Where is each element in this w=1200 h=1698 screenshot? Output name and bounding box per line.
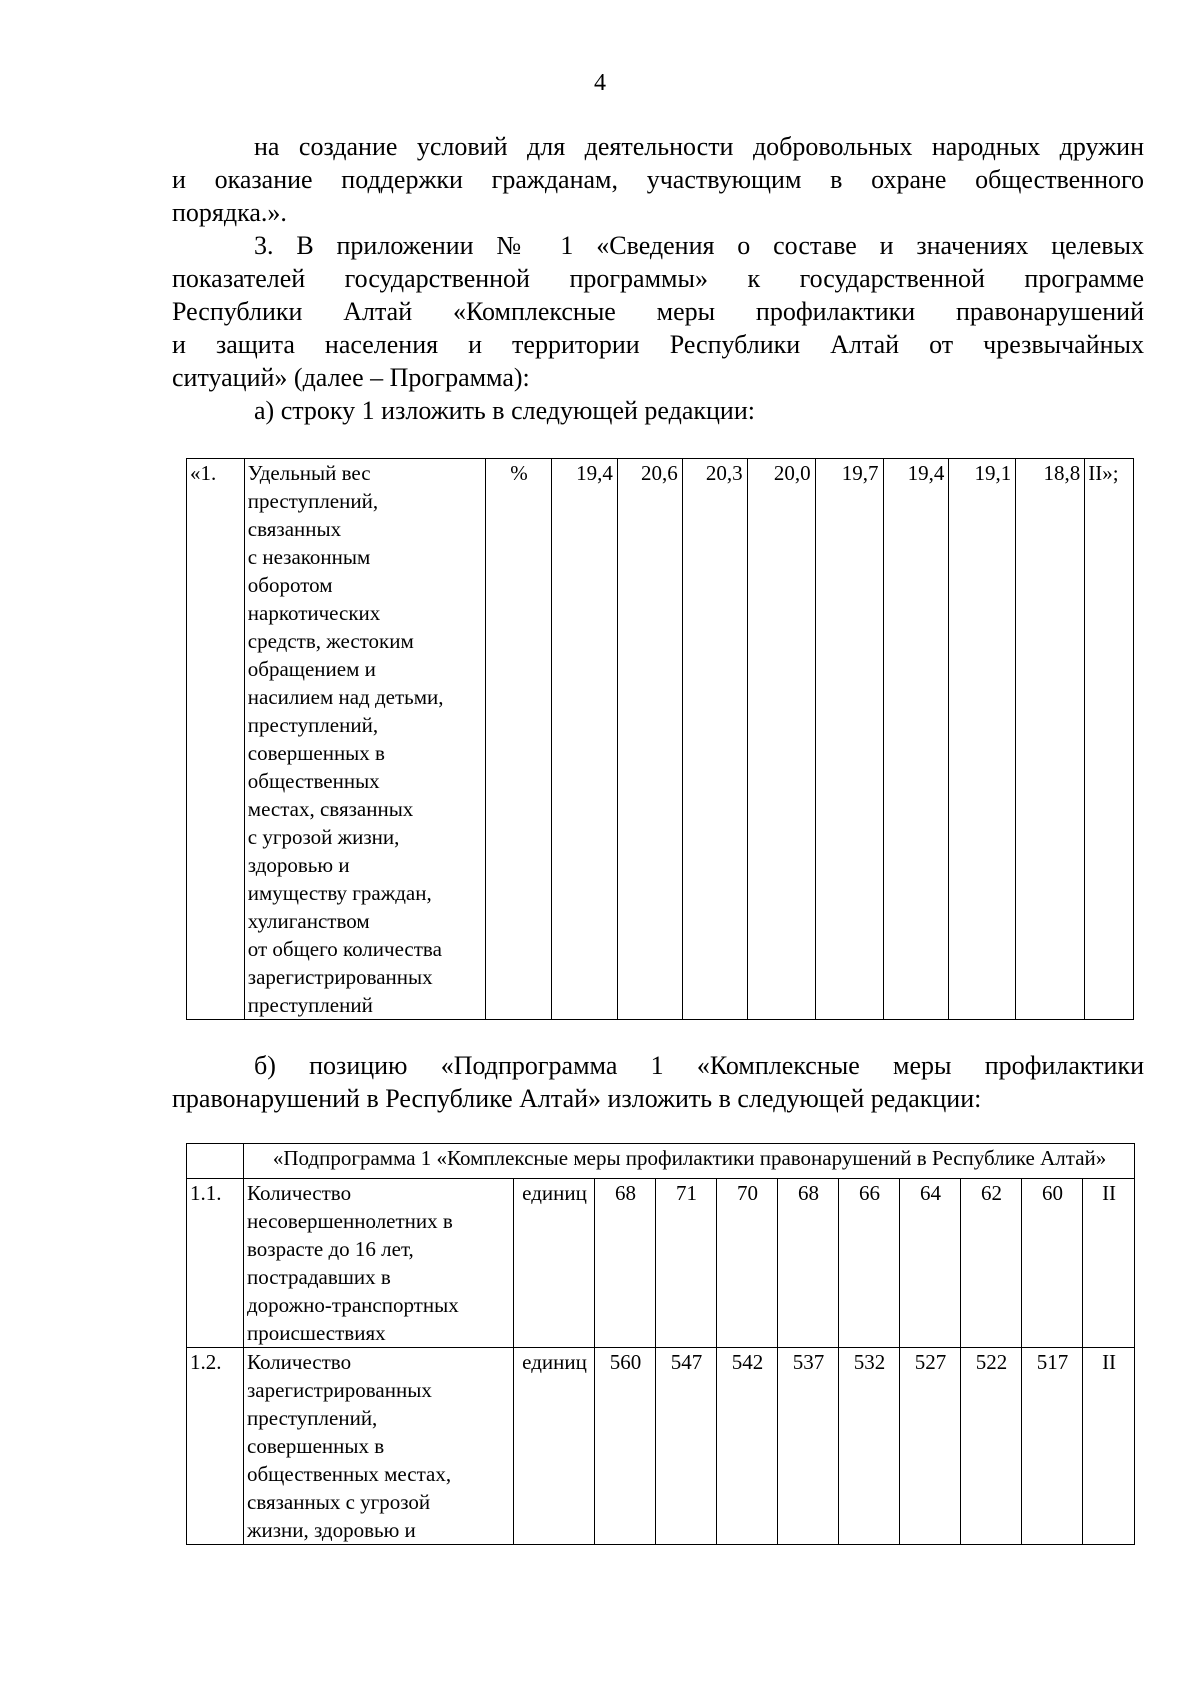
last-cell: II <box>1083 1348 1135 1545</box>
name-line: связанных с угрозой <box>247 1490 431 1514</box>
value-cell: 71 <box>656 1179 717 1348</box>
value-cell: 62 <box>961 1179 1022 1348</box>
name-line: обращением и <box>247 657 376 681</box>
sub-a-line: а) строку 1 изложить в следующей редакции: <box>254 396 755 425</box>
name-line: несовершеннолетних в <box>247 1209 453 1233</box>
table-row <box>187 459 1134 1020</box>
table-row <box>187 1348 1135 1545</box>
intro-line: на создание условий для деятельности добровольных народных дружин <box>254 132 1144 161</box>
value-cell: 68 <box>778 1179 839 1348</box>
last-cell: II»; <box>1085 459 1134 1020</box>
name-line: местах, связанных <box>247 797 414 821</box>
value-cell: 68 <box>595 1179 656 1348</box>
value-cell: 70 <box>717 1179 778 1348</box>
indicator-name <box>244 459 485 1020</box>
value-cell: 19,4 <box>551 459 617 1020</box>
empty-cell <box>187 1144 244 1179</box>
name-line: с незаконным <box>247 545 371 569</box>
value-cell: 560 <box>595 1348 656 1545</box>
name-line: Количество <box>247 1181 352 1205</box>
name-line: возрасте до 16 лет, <box>247 1237 414 1261</box>
point3-line: Республики Алтай «Комплексные меры профилактики правонарушений <box>172 297 1144 326</box>
value-cell: 542 <box>717 1348 778 1545</box>
value-cell: 60 <box>1022 1179 1083 1348</box>
value-cell: 537 <box>778 1348 839 1545</box>
name-line: дорожно-транспортных <box>247 1293 459 1317</box>
intro-line: и оказание поддержки гражданам, участвующим в охране общественного <box>172 165 1144 194</box>
value-cell: 547 <box>656 1348 717 1545</box>
value-cell: 527 <box>900 1348 961 1545</box>
unit-cell: единиц <box>514 1348 595 1545</box>
intro-line: порядка.». <box>172 198 287 227</box>
unit-cell: единиц <box>514 1179 595 1348</box>
name-line: Количество <box>247 1350 352 1374</box>
value-cell: 20,0 <box>747 459 815 1020</box>
table-header-row <box>187 1144 1135 1179</box>
page-number: 4 <box>594 70 606 96</box>
row-number: 1.2. <box>187 1348 244 1545</box>
sub-b-line: б) позицию «Подпрограмма 1 «Комплексные меры профилактики <box>254 1051 1144 1080</box>
value-cell: 19,4 <box>883 459 949 1020</box>
value-cell: 522 <box>961 1348 1022 1545</box>
name-line: общественных <box>247 769 380 793</box>
name-line: Удельный вес <box>247 461 371 485</box>
point3-line: и защита населения и территории Республики Алтай от чрезвычайных <box>172 330 1144 359</box>
value-cell: 20,3 <box>682 459 747 1020</box>
name-line: связанных <box>247 517 342 541</box>
name-line: с угрозой жизни, <box>247 825 400 849</box>
value-cell: 517 <box>1022 1348 1083 1545</box>
last-cell: II <box>1083 1179 1135 1348</box>
value-cell: 19,1 <box>949 459 1016 1020</box>
name-line: оборотом <box>247 573 333 597</box>
indicator-name <box>244 1179 514 1348</box>
indicator-table-1 <box>186 458 1134 1020</box>
value-cell: 19,7 <box>815 459 883 1020</box>
value-cell: 18,8 <box>1016 459 1085 1020</box>
point3-line: ситуаций» (далее – Программа): <box>172 363 530 392</box>
value-cell: 64 <box>900 1179 961 1348</box>
name-line: наркотических <box>247 601 381 625</box>
name-line: средств, жестоким <box>247 629 414 653</box>
table-row <box>187 1179 1135 1348</box>
indicator-table-2 <box>186 1143 1135 1545</box>
name-line: жизни, здоровью и <box>247 1518 416 1542</box>
row-number: 1.1. <box>187 1179 244 1348</box>
name-line: совершенных в <box>247 741 385 765</box>
name-line: зарегистрированных <box>247 1378 432 1402</box>
name-line: имуществу граждан, <box>247 881 432 905</box>
name-line: пострадавших в <box>247 1265 391 1289</box>
name-line: преступлений, <box>247 1406 378 1430</box>
name-line: преступлений <box>247 993 373 1017</box>
intro-text <box>172 130 1144 427</box>
name-line: насилием над детьми, <box>247 685 444 709</box>
value-cell: 20,6 <box>617 459 682 1020</box>
point3-line: показателей государственной программы» к государственной программе <box>172 264 1144 293</box>
name-line: от общего количества <box>247 937 442 961</box>
name-line: происшествиях <box>247 1321 386 1345</box>
unit-cell: % <box>486 459 552 1020</box>
point3-line: 3. В приложении № 1 «Сведения о составе и значениях целевых <box>254 231 1144 260</box>
name-line: преступлений, <box>247 713 379 737</box>
name-line: общественных местах, <box>247 1462 452 1486</box>
name-line: преступлений, <box>247 489 379 513</box>
value-cell: 66 <box>839 1179 900 1348</box>
name-line: здоровью и <box>247 853 350 877</box>
name-line: хулиганством <box>247 909 370 933</box>
value-cell: 532 <box>839 1348 900 1545</box>
name-line: зарегистрированных <box>247 965 433 989</box>
indicator-name <box>244 1348 514 1545</box>
sub-b-text <box>172 1049 1144 1115</box>
row-number: «1. <box>187 459 245 1020</box>
subprogram-header: «Подпрограмма 1 «Комплексные меры профилактики правонарушений в Республике Алтай» <box>244 1144 1135 1179</box>
sub-b-line: правонарушений в Республике Алтай» изложить в следующей редакции: <box>172 1084 982 1113</box>
name-line: совершенных в <box>247 1434 385 1458</box>
